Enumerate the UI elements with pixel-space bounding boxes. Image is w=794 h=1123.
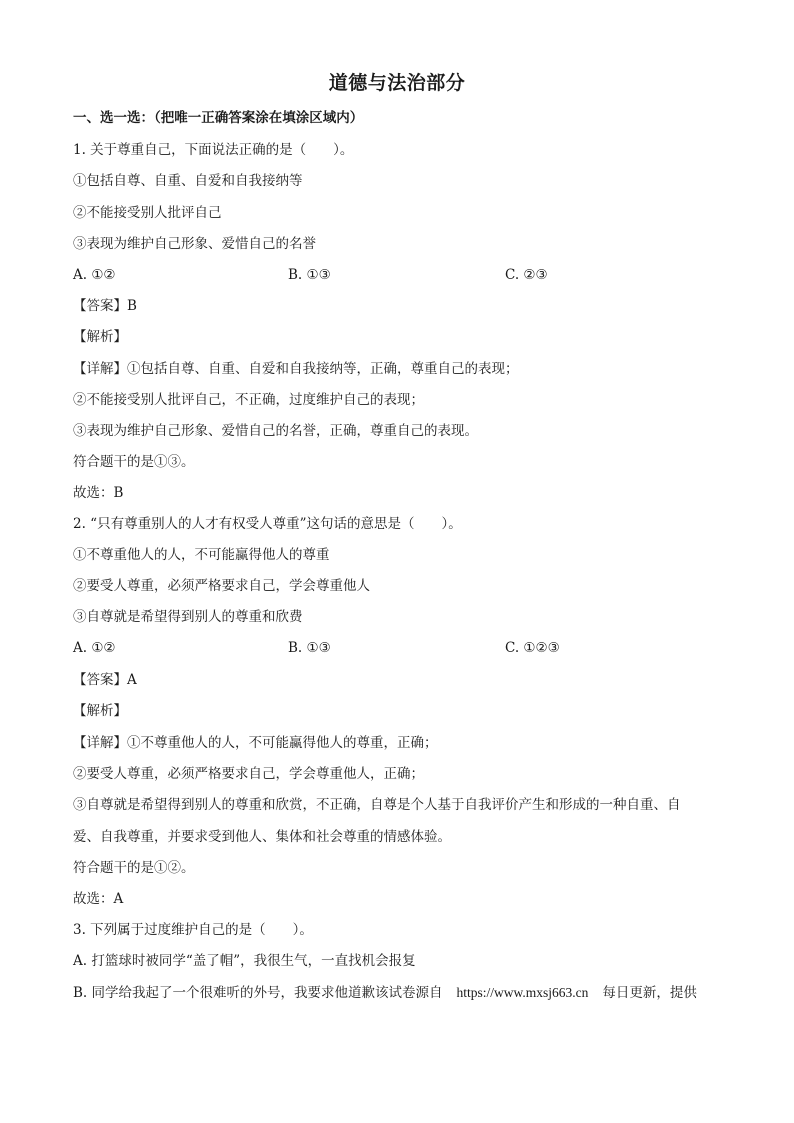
q1-detail-1: 【详解】①包括自尊、自重、自爱和自我接纳等，正确，尊重自己的表现； (73, 361, 519, 377)
q2-option-a: A. ①② (73, 640, 116, 656)
q2-stem: 2. “只有尊重别人的人才有权受人尊重”这句话的意思是（ ）。 (73, 516, 462, 532)
q2-detail-3b: 爱、自我尊重，并要求受到他人、集体和社会尊重的情感体验。 (73, 829, 451, 845)
q2-option-b: B. ①③ (288, 640, 331, 656)
q2-item-1: ①不尊重他人的人，不可能赢得他人的尊重 (73, 547, 330, 563)
q2-option-c: C. ①②③ (505, 640, 560, 656)
q2-analysis-label: 【解析】 (73, 703, 127, 719)
q2-answer: 【答案】A (73, 672, 137, 688)
q2-choice: 故选：A (73, 891, 124, 907)
q1-detail-3: ③表现为维护自己形象、爱惜自己的名誉，正确，尊重自己的表现。 (73, 423, 478, 439)
q1-option-a: A. ①② (73, 267, 116, 283)
source-url-link[interactable]: https://www.mxsj663.cn (456, 985, 589, 1000)
q2-detail-2: ②要受人尊重，必须严格要求自己，学会尊重他人，正确； (73, 766, 424, 782)
q2-item-2: ②要受人尊重，必须严格要求自己，学会尊重他人 (73, 578, 370, 594)
q2-item-3: ③自尊就是希望得到别人的尊重和欣费 (73, 609, 303, 625)
q1-item-2: ②不能接受别人批评自己 (73, 205, 222, 221)
q1-conclusion: 符合题干的是①③。 (73, 454, 195, 470)
q2-detail-3a: ③自尊就是希望得到别人的尊重和欣赏，不正确，自尊是个人基于自我评价产生和形成的一种自重、自 (73, 797, 681, 813)
q2-detail-1: 【详解】①不尊重他人的人，不可能赢得他人的尊重，正确； (73, 735, 438, 751)
q1-answer: 【答案】B (73, 298, 137, 314)
q3-option-b-text: B. 同学给我起了一个很难听的外号，我要求他道歉该试卷源自 (73, 985, 443, 1001)
q1-stem: 1. 关于尊重自己，下面说法正确的是（ ）。 (73, 142, 354, 158)
q1-option-c: C. ②③ (505, 267, 548, 283)
q1-detail-2: ②不能接受别人批评自己，不正确，过度维护自己的表现； (73, 392, 424, 408)
page-title: 道德与法治部分 (328, 72, 466, 94)
section-heading: 一、选一选：（把唯一正确答案涂在填涂区域内） (73, 110, 364, 126)
q3-option-a: A. 打篮球时被同学“盖了帽”，我很生气，一直找机会报复 (73, 953, 416, 969)
q1-item-3: ③表现为维护自己形象、爱惜自己的名誉 (73, 236, 316, 252)
q1-choice: 故选：B (73, 485, 124, 501)
q3-option-b (73, 984, 697, 1002)
q1-analysis-label: 【解析】 (73, 329, 127, 345)
q3-option-b-suffix: 每日更新，提供 (602, 985, 697, 1001)
q3-stem: 3. 下列属于过度维护自己的是（ ）。 (73, 922, 313, 938)
q2-conclusion: 符合题干的是①②。 (73, 860, 195, 876)
q1-option-b: B. ①③ (288, 267, 331, 283)
q1-item-1: ①包括自尊、自重、自爱和自我接纳等 (73, 173, 303, 189)
